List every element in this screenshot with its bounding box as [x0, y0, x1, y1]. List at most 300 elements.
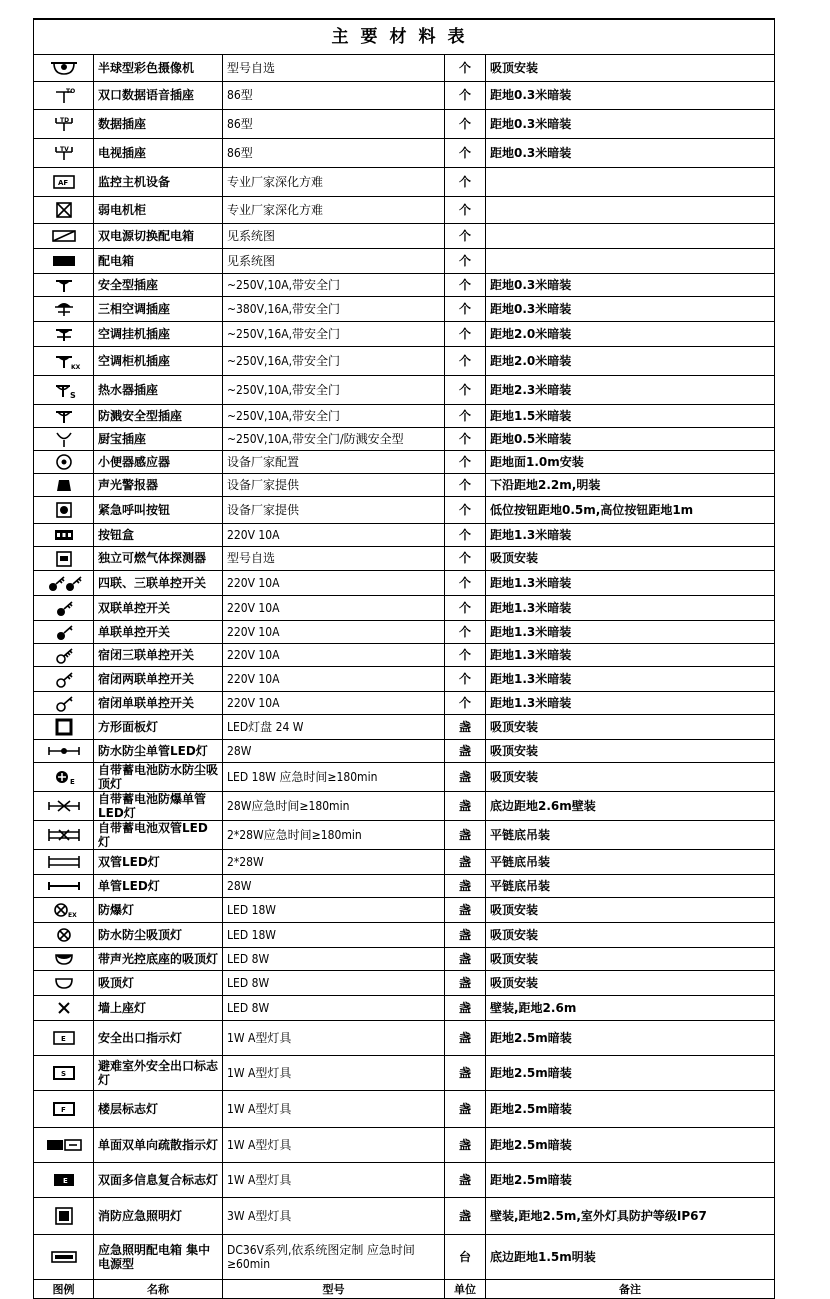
item-unit: 盏 [445, 1163, 486, 1198]
item-note: 距地2.5m暗装 [486, 1056, 775, 1091]
explosion-proof-light-icon [34, 901, 93, 919]
splashproof-socket-icon [34, 407, 93, 425]
header-row [34, 1280, 775, 1299]
item-unit: 个 [445, 692, 486, 715]
ac-wall-socket-icon [34, 325, 93, 343]
item-note: 距地0.5米暗装 [486, 428, 775, 451]
item-name: 单联单控开关 [94, 621, 223, 644]
single-led-tube-icon [34, 877, 93, 895]
item-name: 防水防尘吸顶灯 [94, 923, 223, 948]
table-row [34, 740, 775, 763]
item-unit: 个 [445, 274, 486, 297]
item-unit: 盏 [445, 763, 486, 792]
legend-cell [34, 297, 94, 322]
table-row [34, 451, 775, 474]
item-unit: 盏 [445, 792, 486, 821]
ac-cabinet-socket-icon [34, 352, 93, 370]
title-row [34, 19, 775, 55]
item-unit: 个 [445, 322, 486, 347]
data-outlet-icon [34, 115, 93, 133]
item-note [486, 197, 775, 224]
item-note: 距地1.3米暗装 [486, 571, 775, 596]
item-unit: 个 [445, 168, 486, 197]
item-model: 设备厂家提供 [223, 497, 445, 524]
legend-cell [34, 923, 94, 948]
item-model: 型号自选 [223, 55, 445, 82]
item-model: ~250V,10A,带安全门 [223, 274, 445, 297]
item-model: 220V 10A [223, 524, 445, 547]
item-model: 见系统图 [223, 224, 445, 249]
item-note: 平链底吊装 [486, 821, 775, 850]
table-row [34, 474, 775, 497]
item-name: 应急照明配电箱 集中电源型 [94, 1235, 223, 1280]
dual-power-switch-box-icon [34, 227, 93, 245]
table-row [34, 948, 775, 971]
legend-cell [34, 1128, 94, 1163]
item-note: 距地2.5m暗装 [486, 1163, 775, 1198]
item-model: 2*28W [223, 850, 445, 875]
item-name: 避难室外安全出口标志灯 [94, 1056, 223, 1091]
svg-text:F: F [60, 1106, 66, 1114]
legend-cell [34, 405, 94, 428]
item-name: 吸顶灯 [94, 971, 223, 996]
item-name: 空调柜机插座 [94, 347, 223, 376]
item-unit: 盏 [445, 898, 486, 923]
item-note: 吸顶安装 [486, 948, 775, 971]
item-note: 距地2.5m暗装 [486, 1128, 775, 1163]
item-name: 单面双单向疏散指示灯 [94, 1128, 223, 1163]
item-unit: 个 [445, 55, 486, 82]
table-row [34, 110, 775, 139]
item-name: 带声光控底座的吸顶灯 [94, 948, 223, 971]
item-name: 自带蓄电池防爆单管LED灯 [94, 792, 223, 821]
svg-text:TV: TV [59, 146, 69, 153]
item-name: 紧急呼叫按钮 [94, 497, 223, 524]
item-note: 距地0.3米暗装 [486, 274, 775, 297]
table-row [34, 82, 775, 110]
item-name: 双口数据语音插座 [94, 82, 223, 110]
item-model: 专业厂家深化方难 [223, 168, 445, 197]
item-name: 宿闭三联单控开关 [94, 644, 223, 667]
legend-cell [34, 139, 94, 168]
item-model: 220V 10A [223, 621, 445, 644]
svg-text:AF: AF [57, 179, 68, 187]
item-name: 小便器感应器 [94, 451, 223, 474]
item-unit: 盏 [445, 740, 486, 763]
item-note: 距地1.3米暗装 [486, 621, 775, 644]
item-name: 防水防尘单管LED灯 [94, 740, 223, 763]
item-model: LED 18W 应急时间≥180min [223, 763, 445, 792]
table-row [34, 428, 775, 451]
three-phase-socket-icon [34, 300, 93, 318]
item-note: 距地0.3米暗装 [486, 82, 775, 110]
delay-triple-switch-icon [34, 646, 93, 664]
square-panel-light-icon [34, 718, 93, 736]
item-note: 低位按钮距地0.5m,高位按钮距地1m [486, 497, 775, 524]
table-row [34, 224, 775, 249]
item-note: 壁装,距地2.6m [486, 996, 775, 1021]
item-model: 1W A型灯具 [223, 1091, 445, 1128]
table-row [34, 667, 775, 692]
table-row [34, 644, 775, 667]
half-dome-color-camera-icon [34, 59, 93, 77]
legend-cell [34, 547, 94, 571]
item-unit: 个 [445, 621, 486, 644]
monitoring-host-icon [34, 173, 93, 191]
legend-cell [34, 497, 94, 524]
item-model: 3W A型灯具 [223, 1198, 445, 1235]
legend-cell [34, 875, 94, 898]
item-note: 距地2.5m暗装 [486, 1091, 775, 1128]
legend-cell [34, 82, 94, 110]
item-note: 吸顶安装 [486, 547, 775, 571]
item-note: 距地1.3米暗装 [486, 667, 775, 692]
item-model: 1W A型灯具 [223, 1021, 445, 1056]
item-unit: 盏 [445, 1091, 486, 1128]
table-row [34, 971, 775, 996]
table-row [34, 1056, 775, 1091]
table-row [34, 850, 775, 875]
table-row [34, 875, 775, 898]
table-row [34, 55, 775, 82]
water-heater-socket-icon [34, 381, 93, 399]
table-row [34, 274, 775, 297]
item-note: 壁装,距地2.5m,室外灯具防护等级IP67 [486, 1198, 775, 1235]
item-note: 吸顶安装 [486, 763, 775, 792]
item-name: 宿闭两联单控开关 [94, 667, 223, 692]
item-note: 距地面1.0m安装 [486, 451, 775, 474]
kitchen-treasure-socket-icon [34, 430, 93, 448]
item-unit: 个 [445, 82, 486, 110]
item-name: 声光警报器 [94, 474, 223, 497]
table-row [34, 898, 775, 923]
item-unit: 个 [445, 547, 486, 571]
legend-cell [34, 898, 94, 923]
item-name: 双管LED灯 [94, 850, 223, 875]
safety-socket-icon [34, 276, 93, 294]
multi-info-sign-icon [34, 1171, 93, 1189]
table-row [34, 821, 775, 850]
col-note: 备注 [486, 1280, 775, 1299]
item-name: 半球型彩色摄像机 [94, 55, 223, 82]
item-model: 专业厂家深化方难 [223, 197, 445, 224]
item-model: 28W应急时间≥180min [223, 792, 445, 821]
item-unit: 盏 [445, 1021, 486, 1056]
item-note: 下沿距地2.2m,明装 [486, 474, 775, 497]
gas-detector-icon [34, 550, 93, 568]
item-name: 监控主机设备 [94, 168, 223, 197]
item-name: 安全出口指示灯 [94, 1021, 223, 1056]
item-unit: 个 [445, 224, 486, 249]
item-name: 安全型插座 [94, 274, 223, 297]
table-row [34, 692, 775, 715]
item-unit: 盏 [445, 948, 486, 971]
legend-cell [34, 821, 94, 850]
table-row [34, 347, 775, 376]
floor-sign-icon [34, 1100, 93, 1118]
table-row [34, 405, 775, 428]
item-name: 防溅安全型插座 [94, 405, 223, 428]
legend-cell [34, 224, 94, 249]
item-unit: 盏 [445, 821, 486, 850]
legend-cell [34, 850, 94, 875]
legend-cell [34, 1198, 94, 1235]
item-model: DC36V系列,依系统图定制 应急时间≥60min [223, 1235, 445, 1280]
table-row [34, 996, 775, 1021]
item-note [486, 249, 775, 274]
item-model: 28W [223, 740, 445, 763]
evacuation-direction-sign-icon [34, 1136, 93, 1154]
item-note: 底边距地1.5m明装 [486, 1235, 775, 1280]
urinal-sensor-icon [34, 453, 93, 471]
item-model: 220V 10A [223, 667, 445, 692]
legend-cell [34, 55, 94, 82]
item-unit: 个 [445, 497, 486, 524]
item-name: 空调挂机插座 [94, 322, 223, 347]
item-name: 双面多信息复合标志灯 [94, 1163, 223, 1198]
double-led-tube-icon [34, 853, 93, 871]
legend-cell [34, 428, 94, 451]
legend-cell [34, 197, 94, 224]
item-note: 吸顶安装 [486, 55, 775, 82]
legend-cell [34, 1021, 94, 1056]
button-box-icon [34, 526, 93, 544]
tv-outlet-icon [34, 144, 93, 162]
col-symbol: 图例 [34, 1280, 94, 1299]
table-row [34, 197, 775, 224]
table-title: 主要材料表 [34, 19, 775, 55]
item-note: 距地0.3米暗装 [486, 110, 775, 139]
acoustic-ceiling-light-icon [34, 950, 93, 968]
legend-cell [34, 322, 94, 347]
item-model: 1W A型灯具 [223, 1128, 445, 1163]
item-name: 配电箱 [94, 249, 223, 274]
item-name: 按钮盒 [94, 524, 223, 547]
legend-cell [34, 621, 94, 644]
legend-cell [34, 971, 94, 996]
item-unit: 盏 [445, 923, 486, 948]
item-model: ~250V,10A,带安全门 [223, 376, 445, 405]
table-row [34, 524, 775, 547]
legend-cell [34, 249, 94, 274]
item-model: LED 18W [223, 923, 445, 948]
table-row [34, 596, 775, 621]
legend-cell [34, 948, 94, 971]
emergency-call-button-icon [34, 501, 93, 519]
table-row [34, 547, 775, 571]
item-model: ~250V,10A,带安全门/防溅安全型 [223, 428, 445, 451]
table-row [34, 763, 775, 792]
item-note: 底边距地2.6m壁装 [486, 792, 775, 821]
item-unit: 个 [445, 596, 486, 621]
svg-text:KX: KX [70, 364, 80, 370]
item-name: 自带蓄电池双管LED灯 [94, 821, 223, 850]
item-unit: 个 [445, 428, 486, 451]
svg-text:S: S [69, 391, 76, 399]
item-unit: 个 [445, 451, 486, 474]
legend-cell [34, 1091, 94, 1128]
item-name: 楼层标志灯 [94, 1091, 223, 1128]
item-unit: 个 [445, 297, 486, 322]
legend-cell [34, 667, 94, 692]
svg-text:E: E [69, 778, 75, 786]
item-note: 距地1.3米暗装 [486, 524, 775, 547]
item-note [486, 168, 775, 197]
item-unit: 盏 [445, 715, 486, 740]
legend-cell [34, 524, 94, 547]
item-model: 见系统图 [223, 249, 445, 274]
item-note: 距地2.0米暗装 [486, 347, 775, 376]
legend-cell [34, 792, 94, 821]
legend-cell [34, 996, 94, 1021]
table-row [34, 1198, 775, 1235]
legend-cell [34, 110, 94, 139]
legend-cell [34, 474, 94, 497]
dual-port-data-voice-outlet-icon [34, 87, 93, 105]
item-unit: 个 [445, 110, 486, 139]
table-row [34, 923, 775, 948]
emergency-double-led-icon [34, 826, 93, 844]
sound-light-alarm-icon [34, 476, 93, 494]
ceiling-light-icon [34, 974, 93, 992]
item-unit: 盏 [445, 1056, 486, 1091]
table-row [34, 322, 775, 347]
legend-cell [34, 1235, 94, 1280]
material-table [33, 18, 775, 1299]
legend-cell [34, 274, 94, 297]
item-name: 数据插座 [94, 110, 223, 139]
svg-text:TD: TD [59, 117, 69, 124]
item-model: ~250V,16A,带安全门 [223, 322, 445, 347]
table-row [34, 297, 775, 322]
fire-emergency-light-icon [34, 1207, 93, 1225]
delay-double-switch-icon [34, 670, 93, 688]
legend-cell [34, 596, 94, 621]
table-row [34, 1091, 775, 1128]
item-unit: 盏 [445, 996, 486, 1021]
table-row [34, 168, 775, 197]
item-unit: 个 [445, 644, 486, 667]
single-gang-switch-icon [34, 623, 93, 641]
item-name: 弱电机柜 [94, 197, 223, 224]
item-note: 吸顶安装 [486, 898, 775, 923]
table-row [34, 376, 775, 405]
waterproof-ceiling-light-icon [34, 926, 93, 944]
item-model: 220V 10A [223, 692, 445, 715]
item-model: 设备厂家配置 [223, 451, 445, 474]
col-unit: 单位 [445, 1280, 486, 1299]
legend-cell [34, 715, 94, 740]
item-name: 热水器插座 [94, 376, 223, 405]
item-model: LED 8W [223, 948, 445, 971]
item-note: 吸顶安装 [486, 715, 775, 740]
item-note: 平链底吊装 [486, 850, 775, 875]
item-name: 方形面板灯 [94, 715, 223, 740]
item-note: 平链底吊装 [486, 875, 775, 898]
item-model: 型号自选 [223, 547, 445, 571]
table-row [34, 1021, 775, 1056]
item-note: 距地1.3米暗装 [486, 596, 775, 621]
emergency-distribution-box-icon [34, 1248, 93, 1266]
table-row [34, 715, 775, 740]
item-note: 吸顶安装 [486, 971, 775, 996]
item-model: LED灯盘 24 W [223, 715, 445, 740]
item-name: 墙上座灯 [94, 996, 223, 1021]
item-model: 2*28W应急时间≥180min [223, 821, 445, 850]
legend-cell [34, 740, 94, 763]
delay-single-switch-icon [34, 694, 93, 712]
item-model: ~250V,16A,带安全门 [223, 347, 445, 376]
svg-text:E: E [62, 1177, 68, 1185]
table-row [34, 621, 775, 644]
item-name: 独立可燃气体探测器 [94, 547, 223, 571]
item-unit: 个 [445, 571, 486, 596]
legend-cell [34, 644, 94, 667]
svg-text:S: S [60, 1070, 66, 1078]
item-unit: 台 [445, 1235, 486, 1280]
item-name: 三相空调插座 [94, 297, 223, 322]
item-unit: 个 [445, 474, 486, 497]
item-note: 距地2.0米暗装 [486, 322, 775, 347]
item-note: 距地2.5m暗装 [486, 1021, 775, 1056]
four-three-gang-switch-icon [34, 574, 93, 592]
item-model: 86型 [223, 82, 445, 110]
item-model: 1W A型灯具 [223, 1056, 445, 1091]
item-unit: 个 [445, 347, 486, 376]
item-name: 消防应急照明灯 [94, 1198, 223, 1235]
item-unit: 个 [445, 249, 486, 274]
item-name: 四联、三联单控开关 [94, 571, 223, 596]
item-unit: 个 [445, 139, 486, 168]
distribution-box-icon [34, 252, 93, 270]
item-name: 宿闭单联单控开关 [94, 692, 223, 715]
item-unit: 盏 [445, 1128, 486, 1163]
legend-cell [34, 692, 94, 715]
item-model: 86型 [223, 139, 445, 168]
table-row [34, 792, 775, 821]
item-note: 吸顶安装 [486, 923, 775, 948]
col-name: 名称 [94, 1280, 223, 1299]
item-name: 厨宝插座 [94, 428, 223, 451]
col-model: 型号 [223, 1280, 445, 1299]
item-model: 1W A型灯具 [223, 1163, 445, 1198]
wall-light-icon [34, 999, 93, 1017]
item-model: LED 8W [223, 996, 445, 1021]
legend-cell [34, 168, 94, 197]
table-row [34, 571, 775, 596]
item-unit: 盏 [445, 850, 486, 875]
item-unit: 盏 [445, 1198, 486, 1235]
table-row [34, 249, 775, 274]
legend-cell [34, 1163, 94, 1198]
svg-text:TO: TO [65, 87, 75, 95]
item-note: 距地0.3米暗装 [486, 297, 775, 322]
legend-cell [34, 763, 94, 792]
item-note [486, 224, 775, 249]
item-unit: 个 [445, 405, 486, 428]
item-note: 吸顶安装 [486, 740, 775, 763]
legend-cell [34, 451, 94, 474]
emergency-ceiling-light-icon [34, 768, 93, 786]
material-table-sheet [33, 18, 774, 1299]
legend-cell [34, 376, 94, 405]
double-gang-switch-icon [34, 599, 93, 617]
refuge-exit-sign-icon [34, 1064, 93, 1082]
svg-text:E: E [60, 1035, 66, 1043]
table-row [34, 497, 775, 524]
table-row [34, 1235, 775, 1280]
item-unit: 个 [445, 667, 486, 692]
